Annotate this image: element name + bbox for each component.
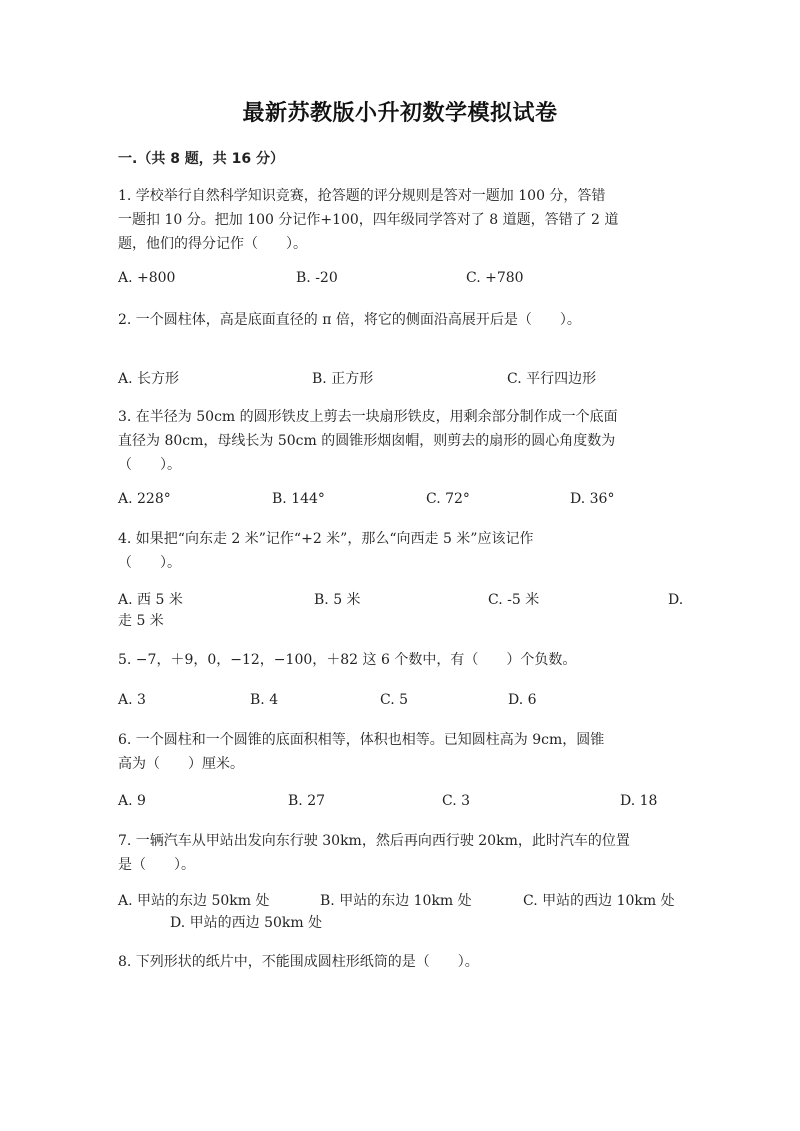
option-d[interactable]: D. [668,592,684,608]
question-6-options [118,789,683,813]
section-heading: 一.（共 8 题，共 16 分） [118,151,285,167]
question-6 [118,728,683,776]
question-text-line: 6. 一个圆柱和一个圆锥的底面积相等，体积也相等。已知圆柱高为 9cm，圆锥 [118,732,605,748]
option-d[interactable]: D. 36° [570,491,615,507]
question-3 [118,405,683,477]
question-text-line: 4. 如果把“向东走 2 米”记作“+2 米”，那么“向西走 5 米”应该记作 [118,531,534,547]
option-c[interactable]: C. 平行四边形 [507,371,597,387]
question-text-line: 3. 在半径为 50cm 的圆形铁皮上剪去一块扇形铁皮，用剩余部分制作成一个底面 [118,409,618,425]
question-text-line: 直径为 80cm，母线长为 50cm 的圆锥形烟囱帽，则剪去的扇形的圆心角度数为 [118,433,616,449]
question-4-options-wrap [118,609,683,633]
page-title: 最新苏教版小升初数学模拟试卷 [242,101,558,126]
question-3-options [118,487,683,511]
question-text-line: 8. 下列形状的纸片中，不能围成圆柱形纸筒的是（ ）。 [118,954,479,970]
option-b[interactable]: B. 正方形 [312,371,374,387]
question-1 [118,184,683,256]
option-c[interactable]: C. 72° [426,491,470,507]
option-c[interactable]: C. +780 [466,270,524,286]
option-a[interactable]: A. 甲站的东边 50km 处 [118,893,270,909]
question-text-line: 7. 一辆汽车从甲站出发向东行驶 30km，然后再向西行驶 20km，此时汽车的位置 [118,833,630,849]
question-2 [118,308,683,332]
question-7-options-wrap [118,911,683,935]
option-d[interactable]: D. 6 [508,692,537,708]
question-text-line: （ ）。 [118,555,181,571]
question-text-line: 1. 学校举行自然科学知识竞赛，抢答题的评分规则是答对一题加 100 分，答错 [118,188,606,204]
question-7 [118,829,683,877]
option-b[interactable]: B. 4 [250,692,279,708]
option-c[interactable]: C. -5 米 [488,592,540,608]
question-5 [118,648,683,672]
option-d[interactable]: D. 18 [620,793,658,809]
option-b[interactable]: B. -20 [296,270,338,286]
option-c[interactable]: C. 3 [442,793,471,809]
option-b[interactable]: B. 27 [288,793,326,809]
option-a[interactable]: A. 9 [118,793,146,809]
question-1-options [118,266,683,290]
question-text-line: 题，他们的得分记作（ ）。 [118,236,307,252]
question-text-line: 高为（ ）厘米。 [118,756,244,772]
question-7-options [118,889,683,913]
option-a[interactable]: A. 3 [118,692,146,708]
question-text-line: （ ）。 [118,457,181,473]
option-d-continuation[interactable]: 走 5 米 [118,613,164,629]
option-a[interactable]: A. 西 5 米 [118,592,183,608]
question-text-line: 2. 一个圆柱体，高是底面直径的 π 倍，将它的侧面沿高展开后是（ ）。 [118,312,581,328]
question-4 [118,527,683,575]
option-a[interactable]: A. 228° [118,491,171,507]
question-text-line: 是（ ）。 [118,857,195,873]
option-b[interactable]: B. 144° [272,491,325,507]
question-text-line: 5. −7，＋9，0，−12，−100，＋82 这 6 个数中，有（ ）个负数。 [118,652,577,668]
option-c[interactable]: C. 5 [380,692,409,708]
question-5-options [118,688,683,712]
option-b[interactable]: B. 甲站的东边 10km 处 [320,893,472,909]
question-text-line: 一题扣 10 分。把加 100 分记作+100，四年级同学答对了 8 道题，答错了 2 道 [118,212,619,228]
option-a[interactable]: A. 长方形 [118,371,180,387]
option-a[interactable]: A. +800 [118,270,176,286]
option-b[interactable]: B. 5 米 [314,592,361,608]
option-d[interactable]: D. 甲站的西边 50km 处 [170,915,323,931]
question-8 [118,950,683,974]
question-2-options [118,367,683,391]
option-c[interactable]: C. 甲站的西边 10km 处 [523,893,675,909]
